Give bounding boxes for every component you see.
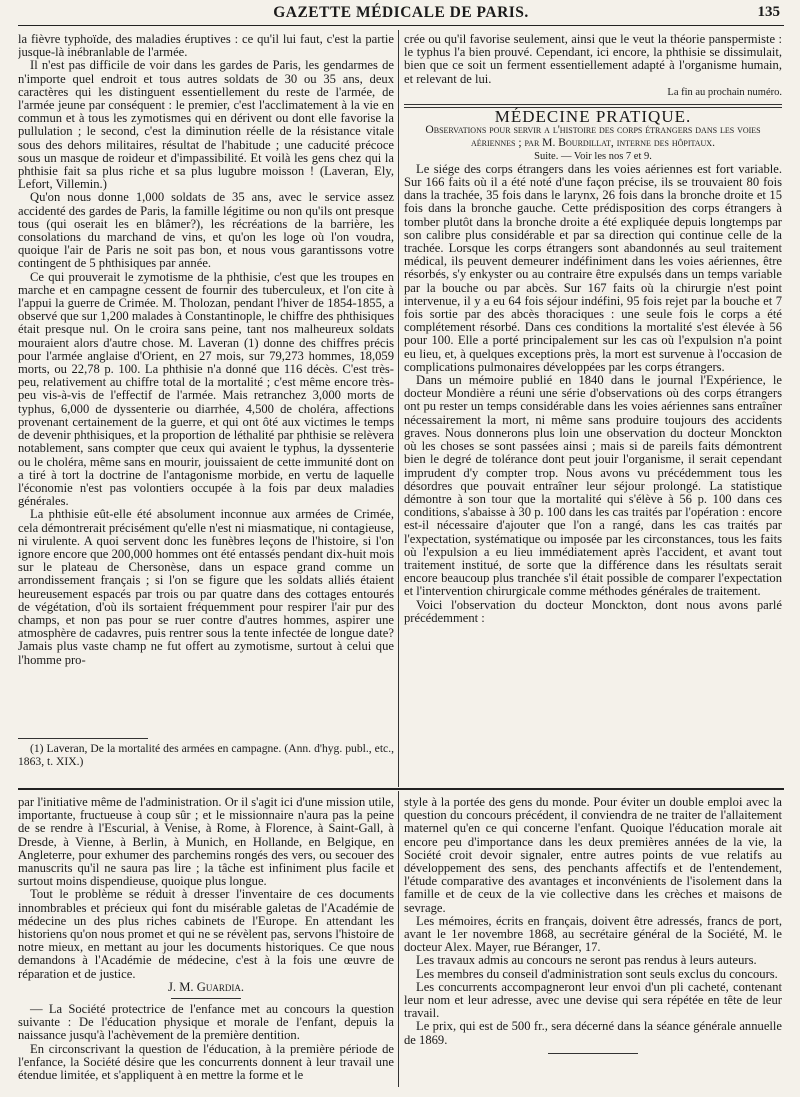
paragraph: La phthisie eût-elle été absolument inconnue aux armées de Crimée, cela démontrerait précisément qu'elle n'est ni miasmatique, ni contagieuse, ni virulente. A quoi servent donc les funèbres leçons de l'histoire, si l'on ignore encore que 200,000 hommes ont été entassés pendant dix-huit mois sur le plateau de Chersonèse, dans un espace grand comme un arrondissement français ; si l'on se figure que les soldats alliés étaient heureusement espacés par trois ou par quatre dans des cottages entourés de végétation, d'où ils sortaient fréquemment pour respirer l'air pur des champs, et non pas pour se ruer contre d'autres hommes, aspirer une atmosphère de cadavres, puis rentrer sous la tente infectée de longue date? Jamais plus vaste champ ne fut offert au zymotisme, surtout à celui que l'homme pro- <box>18 507 394 667</box>
paragraph: style à la portée des gens du monde. Pour éviter un double emploi avec la question du concours précédent, il conviendra de ne traiter de l'allaitement maternel qu'en ce qui concerne l'enfant. Quoique l'éducation morale ait encore peu d'importance dans les deux premières années de la vie, la Société croit devoir signaler, entre autres points de vue relatifs au développement des sens, des penchants affectifs et de l'entendement, l'étude comparative des avantages et inconvénients de l'isolement dans la famille et de ceux de la vie collective dans les crèches et maisons de sevrage. <box>404 796 782 915</box>
paragraph: Voici l'observation du docteur Monckton, dont nous avons parlé précédemment : <box>404 597 782 625</box>
top-right-column <box>404 33 782 754</box>
section-title: MÉDECINE PRATIQUE. <box>494 107 692 127</box>
paragraph: Il n'est pas difficile de voir dans les gardes de Paris, les gendarmes de n'importe quel endroit et tous autres soldats de 30 ou 35 ans, deux caractères qui les distinguent essentiellement du reste de l'armée, de l'armée jeune par conséquent : le premier, c'est l'acclimatement à la vie en commun et à tous les zymotismes qui en dérivent ou dont elle favorise la pullulation ; le second, c'est la diminution réelle de la résistance vitale sous des dehors militaires, résultat de l'habitude ; une caducité précoce sous un masque de roideur et d'impassibilité. Et voilà les gens chez qui la phthisie fait sa plus riche et sa plus lugubre moisson ! (Laveran, Ely, Lefort, Villemin.) <box>18 58 394 192</box>
suite-note: Suite. — Voir les nos 7 et 9. <box>534 150 652 162</box>
paragraph: crée ou qu'il favorise seulement, ainsi que le veut la théorie panspermiste : le typhus l'a bien prouvé. Cependant, ici encore, la phthisie se dissimulait, bien que ce soit un ferment essentiellement adapté à l'organisme humain, et relevant de lui. <box>404 33 782 86</box>
paragraph: Le siége des corps étrangers dans les voies aériennes est fort variable. Sur 166 faits où il a été noté d'une façon précise, ils se trouvaient 80 fois dans la trachée, 35 fois dans le larynx, 26 fois dans la bronche droite et 15 fois dans la bronche gauche. Cette prédisposition des corps étrangers à tomber plutôt dans la bronche droite a été expliquée depuis longtemps par son calibre plus considérable et par sa direction qui continue celle de la trachée. Lorsque les corps étrangers sont abandonnés au seul traitement médical, ils peuvent demeurer indéfiniment dans les voies aériennes, être résorbés, s'y enkyster ou au contraire être expulsés dans un temps variable par la bouche ou par abcès. Sur 167 faits où la chirurgie n'est point intervenue, il y a eu 64 fois séjour indéfini, 95 fois rejet par la bouche et 7 fois sortie par des abcès thoraciques : une seule fois le corps a été complétement résorbé. Dans ces conditions la mortalité s'est élevée à 56 pour 100. Elle a porté principalement sur les cas où l'expulsion n'a point eu lieu, et, à quelques exceptions près, la mort est survenue à l'occasion de complications pulmonaires développées par les corps étrangers. <box>404 161 782 374</box>
paragraph: Les mémoires, écrits en français, doivent être adressés, francs de port, avant le 1er novembre 1868, au secrétaire général de la Société, M. le docteur Alex. Mayer, rue Béranger, 17. <box>404 913 782 955</box>
footnote <box>18 742 394 768</box>
paragraph: Les membres du conseil d'administration sont seuls exclus du concours. <box>416 966 778 981</box>
journal-title: GAZETTE MÉDICALE DE PARIS. <box>273 4 529 21</box>
paragraph: En circonscrivant la question de l'éducation, à la première période de l'enfance, la Société désire que les concurrents donnent à leur travail une étendue limitée, et s'appliquent à en mettre la forme et le <box>18 1041 394 1083</box>
separator-rule <box>171 998 241 999</box>
paragraph: Le prix, qui est de 500 fr., sera décerné dans la séance générale annuelle de 1869. <box>404 1019 782 1047</box>
footnote-text: (1) Laveran, De la mortalité des armées en campagne. (Ann. d'hyg. publ., etc., 1863, t. XIX.) <box>18 742 394 768</box>
page-header <box>18 0 784 26</box>
bottom-right-column <box>404 796 782 1086</box>
continued-note: La fin au prochain numéro. <box>667 86 782 98</box>
paragraph: Les concurrents accompagneront leur envoi d'un pli cacheté, contenant leur nom et leur adresse, avec une devise qui sera répétée en tête de leur travail. <box>404 979 782 1021</box>
paragraph: Dans un mémoire publié en 1840 dans le journal l'Expérience, le docteur Mondière a réuni une série d'observations où des corps étrangers ont pu rester un temps considérable dans les voies aériennes sans entraîner nécessairement la mort, ni même sans produire toujours des accidents graves. Nous donnerons plus loin une observation du docteur Monckton où les choses se sont passées ainsi ; mais si de pareils faits démontrent bien le degré de tolérance dont peut jouir l'organisme, il serait cependant imprudent d'y compter trop. Nous avons vu précédemment tous les désordres que pouvait entraîner leur séjour prolongé. La statistique démontre à son tour que la mortalité qui s'élève à 56 p. 100 dans ces conditions, s'abaisse à 30 p. 100 dans les cas traités par l'opération : encore est-il nécessaire d'ajouter que l'on a rangé, dans les cas traités par l'expectation, systématique ou imposée par les circonstances, tous les faits où l'expulsion a eu lieu immédiatement après l'accident, et avant tout traitement institué, de sorte que la différence dans les résultats serait encore beaucoup plus tranchée s'il était possible de comparer l'expectation et l'intervention chirurgicale comme méthodes générales de traitement. <box>404 373 782 599</box>
signature: J. M. Guardia. <box>168 979 244 994</box>
paragraph: — La Société protectrice de l'enfance met au concours la question suivante : De l'éducation physique et morale de l'enfant, depuis la naissance jusqu'à l'achèvement de la première dentition. <box>18 1002 394 1043</box>
paragraph: Les travaux admis au concours ne seront pas rendus à leurs auteurs. <box>416 953 757 968</box>
header-rule <box>18 25 784 26</box>
footnote-rule <box>18 738 148 739</box>
paragraph: la fièvre typhoïde, des maladies éruptives : ce qu'il lui faut, c'est la partie jusque-là inébranlable de l'armée. <box>18 33 394 60</box>
end-rule <box>548 1053 638 1054</box>
paragraph: Ce qui prouverait le zymotisme de la phthisie, c'est que les troupes en marche et en campagne cessent de fournir des tuberculeux, et l'on cite à l'appui la guerre de Crimée. M. Tholozan, pendant l'hiver de 1854-1855, a observé que sur 1,200 malades à Constantinople, le chiffre des phthisiques était presque nul. On le croira sans peine, tant nos malheureux soldats mouraient alors d'autre chose. M. Laveran (1) donne des chiffres précis pour l'armée anglaise d'Orient, en 27 mois, sur 79,273 hommes, 18,059 morts, ou 22,78 p. 100. La phthisie n'a donné que 116 décès. C'est très-peu, relativement au chiffre total de la mortalité ; c'est même encore très-peu vis-à-vis de l'effectif de l'armée. Mais retranchez 3,000 morts de typhus, 6,000 de dyssenterie ou diarrhée, 4,500 de choléra, affections provenant certainement de la guerre, et qui ont ôté aux victimes le temps de devenir phthisiques, et la proportion de léthalité par phthisie se relèvera notablement, sans compter que ceux qui avaient le typhus, la dyssenterie ou le choléra, même sans en mourir, jouissaient de cette immunité dont on a tiré à tort la doctrine de l'antagonisme morbide, en vertu de laquelle l'économie n'est pas volontiers occupée à la fois par deux maladies générales. <box>18 269 394 509</box>
article-subtitle: Observations pour servir a l'histoire des corps étrangers dans les voies aériennes ; par M. Bourdillat, interne des hôpitaux. <box>425 123 761 150</box>
top-left-column <box>18 33 394 735</box>
page-number: 135 <box>757 4 780 20</box>
section-divider <box>18 788 784 790</box>
paragraph: Qu'on nous donne 1,000 soldats de 35 ans, avec le service assez accidenté des gardes de Paris, la famille légitime ou non qu'ils ont presque tous (qui oserait les en blâmer?), les récréations de la barrière, les consolations du marchand de vins, et qu'on les loge où l'on voudra, quoique l'air de Paris ne soit pas bon, et nous vous garantissons votre contingent de 5 phthisiques par année. <box>18 190 394 271</box>
bottom-left-column <box>18 796 394 1086</box>
paragraph: Tout le problème se réduit à dresser l'inventaire de ces documents innombrables et précieux qui font du misérable galetas de l'Académie de médecine un des plus riches cabinets de l'Europe. En attendant les historiens qu'on nous promet et qui ne se révèlent pas, servons l'histoire de notre mieux, en mettant au jour les documents historiques. Ce que nous demandons à l'Académie de médecine, c'est à la fois une œuvre de réparation et de justice. <box>18 887 394 981</box>
column-divider <box>398 791 399 1087</box>
paragraph: par l'initiative même de l'administration. Or il s'agit ici d'une mission utile, importante, fructueuse à coup sûr ; et le missionnaire n'aura pas la peine de se rendre à l'Escurial, à Venise, à Rome, à Florence, à Saint-Gall, à Dresde, à Vienne, à Berlin, à Munich, en Hollande, en Belgique, en Angleterre, pour exhumer des parchemins rongés des vers, ou secouer des manuscrits qu'il ne saura pas lire ; la tâche est infiniment plus facile et surtout moins dispendieuse, quoique plus longue. <box>18 796 394 889</box>
column-divider <box>398 30 399 787</box>
